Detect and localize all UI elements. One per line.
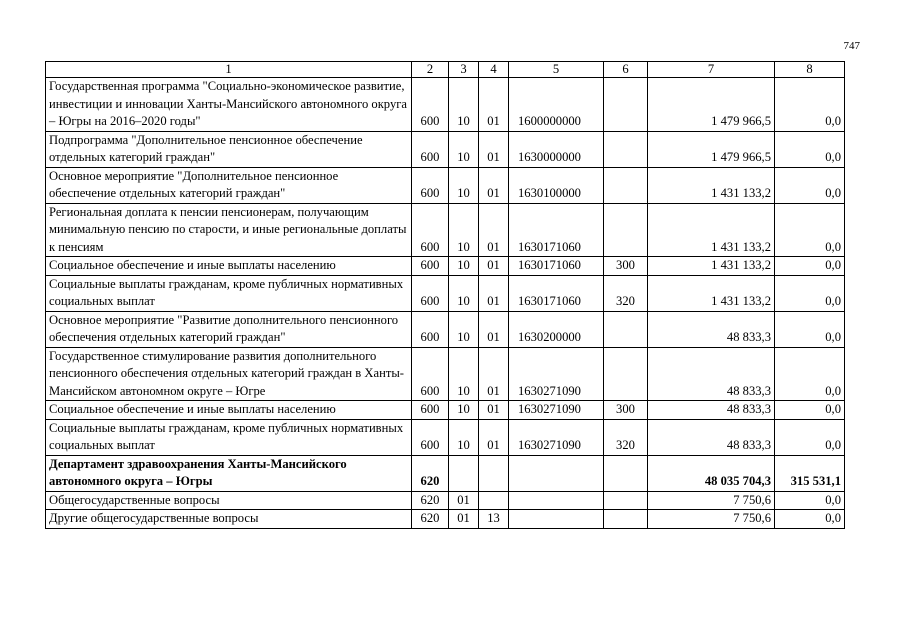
admin-code-cell: 600	[412, 401, 449, 420]
amount-cell: 48 833,3	[648, 419, 775, 455]
section-code-cell: 10	[449, 311, 479, 347]
expense-type-cell	[604, 347, 648, 401]
subvention-amount-cell: 0,0	[775, 347, 845, 401]
admin-code-cell: 600	[412, 257, 449, 276]
expense-type-cell	[604, 491, 648, 510]
amount-cell: 48 833,3	[648, 311, 775, 347]
subvention-amount-cell: 0,0	[775, 78, 845, 132]
header-cell: 5	[509, 62, 604, 78]
subsection-code-cell: 01	[479, 78, 509, 132]
expense-type-cell	[604, 311, 648, 347]
target-article-cell: 1630200000	[509, 311, 604, 347]
table-row	[46, 347, 845, 401]
amount-cell: 48 833,3	[648, 401, 775, 420]
target-article-cell: 1630100000	[509, 167, 604, 203]
target-article-cell: 1630000000	[509, 131, 604, 167]
row-name-cell: Социальные выплаты гражданам, кроме публичных нормативных социальных выплат	[46, 275, 412, 311]
target-article-cell: 1600000000	[509, 78, 604, 132]
section-code-cell: 10	[449, 78, 479, 132]
section-code-cell: 10	[449, 167, 479, 203]
expense-type-cell	[604, 131, 648, 167]
expense-type-cell	[604, 455, 648, 491]
expense-type-cell: 320	[604, 275, 648, 311]
table-row	[46, 491, 845, 510]
expense-type-cell: 320	[604, 419, 648, 455]
admin-code-cell: 600	[412, 311, 449, 347]
amount-cell: 7 750,6	[648, 491, 775, 510]
table-row	[46, 510, 845, 529]
row-name-cell: Государственная программа "Социально-экономическое развитие, инвестиции и инновации Ханты-Мансийского автономного округа – Югры на 2016–2020 годы"	[46, 78, 412, 132]
row-name-cell: Государственное стимулирование развития дополнительного пенсионного обеспечения отдельных категорий граждан в Ханты-Мансийском автономном округе – Югре	[46, 347, 412, 401]
header-row	[46, 62, 845, 78]
section-code-cell: 10	[449, 401, 479, 420]
amount-cell: 48 035 704,3	[648, 455, 775, 491]
subvention-amount-cell: 0,0	[775, 203, 845, 257]
amount-cell: 1 431 133,2	[648, 275, 775, 311]
subvention-amount-cell: 0,0	[775, 257, 845, 276]
expense-type-cell	[604, 203, 648, 257]
amount-cell: 48 833,3	[648, 347, 775, 401]
section-code-cell	[449, 455, 479, 491]
subsection-code-cell	[479, 455, 509, 491]
expense-type-cell	[604, 510, 648, 529]
amount-cell: 1 431 133,2	[648, 257, 775, 276]
target-article-cell	[509, 510, 604, 529]
table-row	[46, 257, 845, 276]
row-name-cell: Региональная доплата к пенсии пенсионерам, получающим минимальную пенсию по старости, и иные региональные доплаты к пенсиям	[46, 203, 412, 257]
table-row	[46, 131, 845, 167]
row-name-cell: Подпрограмма "Дополнительное пенсионное обеспечение отдельных категорий граждан"	[46, 131, 412, 167]
amount-cell: 1 479 966,5	[648, 78, 775, 132]
subsection-code-cell: 01	[479, 131, 509, 167]
target-article-cell	[509, 491, 604, 510]
page-number: 747	[843, 40, 860, 52]
subsection-code-cell: 13	[479, 510, 509, 529]
row-name-cell: Социальное обеспечение и иные выплаты населению	[46, 401, 412, 420]
subvention-amount-cell: 0,0	[775, 510, 845, 529]
subvention-amount-cell: 0,0	[775, 311, 845, 347]
admin-code-cell: 600	[412, 419, 449, 455]
header-cell: 8	[775, 62, 845, 78]
table-row	[46, 419, 845, 455]
section-code-cell: 10	[449, 203, 479, 257]
subsection-code-cell: 01	[479, 203, 509, 257]
row-name-cell: Департамент здравоохранения Ханты-Мансийского автономного округа – Югры	[46, 455, 412, 491]
admin-code-cell: 600	[412, 167, 449, 203]
section-code-cell: 10	[449, 257, 479, 276]
expense-type-cell	[604, 78, 648, 132]
subsection-code-cell: 01	[479, 275, 509, 311]
section-code-cell: 10	[449, 347, 479, 401]
header-cell: 1	[46, 62, 412, 78]
table-row	[46, 275, 845, 311]
table-row	[46, 78, 845, 132]
admin-code-cell: 600	[412, 347, 449, 401]
admin-code-cell: 620	[412, 455, 449, 491]
row-name-cell: Основное мероприятие "Дополнительное пенсионное обеспечение отдельных категорий граждан"	[46, 167, 412, 203]
section-code-cell: 10	[449, 131, 479, 167]
section-code-cell: 01	[449, 491, 479, 510]
table-body	[46, 78, 845, 529]
subvention-amount-cell: 0,0	[775, 167, 845, 203]
row-name-cell: Основное мероприятие "Развитие дополнительного пенсионного обеспечения отдельных категорий граждан"	[46, 311, 412, 347]
admin-code-cell: 600	[412, 275, 449, 311]
target-article-cell	[509, 455, 604, 491]
admin-code-cell: 600	[412, 203, 449, 257]
admin-code-cell: 600	[412, 78, 449, 132]
section-code-cell: 10	[449, 275, 479, 311]
admin-code-cell: 620	[412, 491, 449, 510]
header-cell: 7	[648, 62, 775, 78]
target-article-cell: 1630271090	[509, 401, 604, 420]
admin-code-cell: 600	[412, 131, 449, 167]
row-name-cell: Общегосударственные вопросы	[46, 491, 412, 510]
target-article-cell: 1630171060	[509, 275, 604, 311]
subsection-code-cell: 01	[479, 311, 509, 347]
subsection-code-cell: 01	[479, 347, 509, 401]
section-code-cell: 01	[449, 510, 479, 529]
amount-cell: 1 479 966,5	[648, 131, 775, 167]
target-article-cell: 1630171060	[509, 203, 604, 257]
amount-cell: 1 431 133,2	[648, 203, 775, 257]
header-cell: 2	[412, 62, 449, 78]
admin-code-cell: 620	[412, 510, 449, 529]
subsection-code-cell: 01	[479, 401, 509, 420]
table-row	[46, 203, 845, 257]
subvention-amount-cell: 315 531,1	[775, 455, 845, 491]
budget-table	[45, 61, 845, 529]
table-row	[46, 455, 845, 491]
row-name-cell: Другие общегосударственные вопросы	[46, 510, 412, 529]
target-article-cell: 1630271090	[509, 419, 604, 455]
header-cell: 6	[604, 62, 648, 78]
subvention-amount-cell: 0,0	[775, 275, 845, 311]
expense-type-cell: 300	[604, 401, 648, 420]
subvention-amount-cell: 0,0	[775, 401, 845, 420]
table-row	[46, 167, 845, 203]
amount-cell: 1 431 133,2	[648, 167, 775, 203]
subvention-amount-cell: 0,0	[775, 419, 845, 455]
expense-type-cell	[604, 167, 648, 203]
row-name-cell: Социальное обеспечение и иные выплаты населению	[46, 257, 412, 276]
row-name-cell: Социальные выплаты гражданам, кроме публичных нормативных социальных выплат	[46, 419, 412, 455]
table-row	[46, 401, 845, 420]
header-cell: 3	[449, 62, 479, 78]
subvention-amount-cell: 0,0	[775, 131, 845, 167]
header-cell: 4	[479, 62, 509, 78]
target-article-cell: 1630271090	[509, 347, 604, 401]
target-article-cell: 1630171060	[509, 257, 604, 276]
table-row	[46, 311, 845, 347]
section-code-cell: 10	[449, 419, 479, 455]
subsection-code-cell: 01	[479, 257, 509, 276]
subsection-code-cell: 01	[479, 419, 509, 455]
amount-cell: 7 750,6	[648, 510, 775, 529]
subsection-code-cell: 01	[479, 167, 509, 203]
subvention-amount-cell: 0,0	[775, 491, 845, 510]
expense-type-cell: 300	[604, 257, 648, 276]
subsection-code-cell	[479, 491, 509, 510]
